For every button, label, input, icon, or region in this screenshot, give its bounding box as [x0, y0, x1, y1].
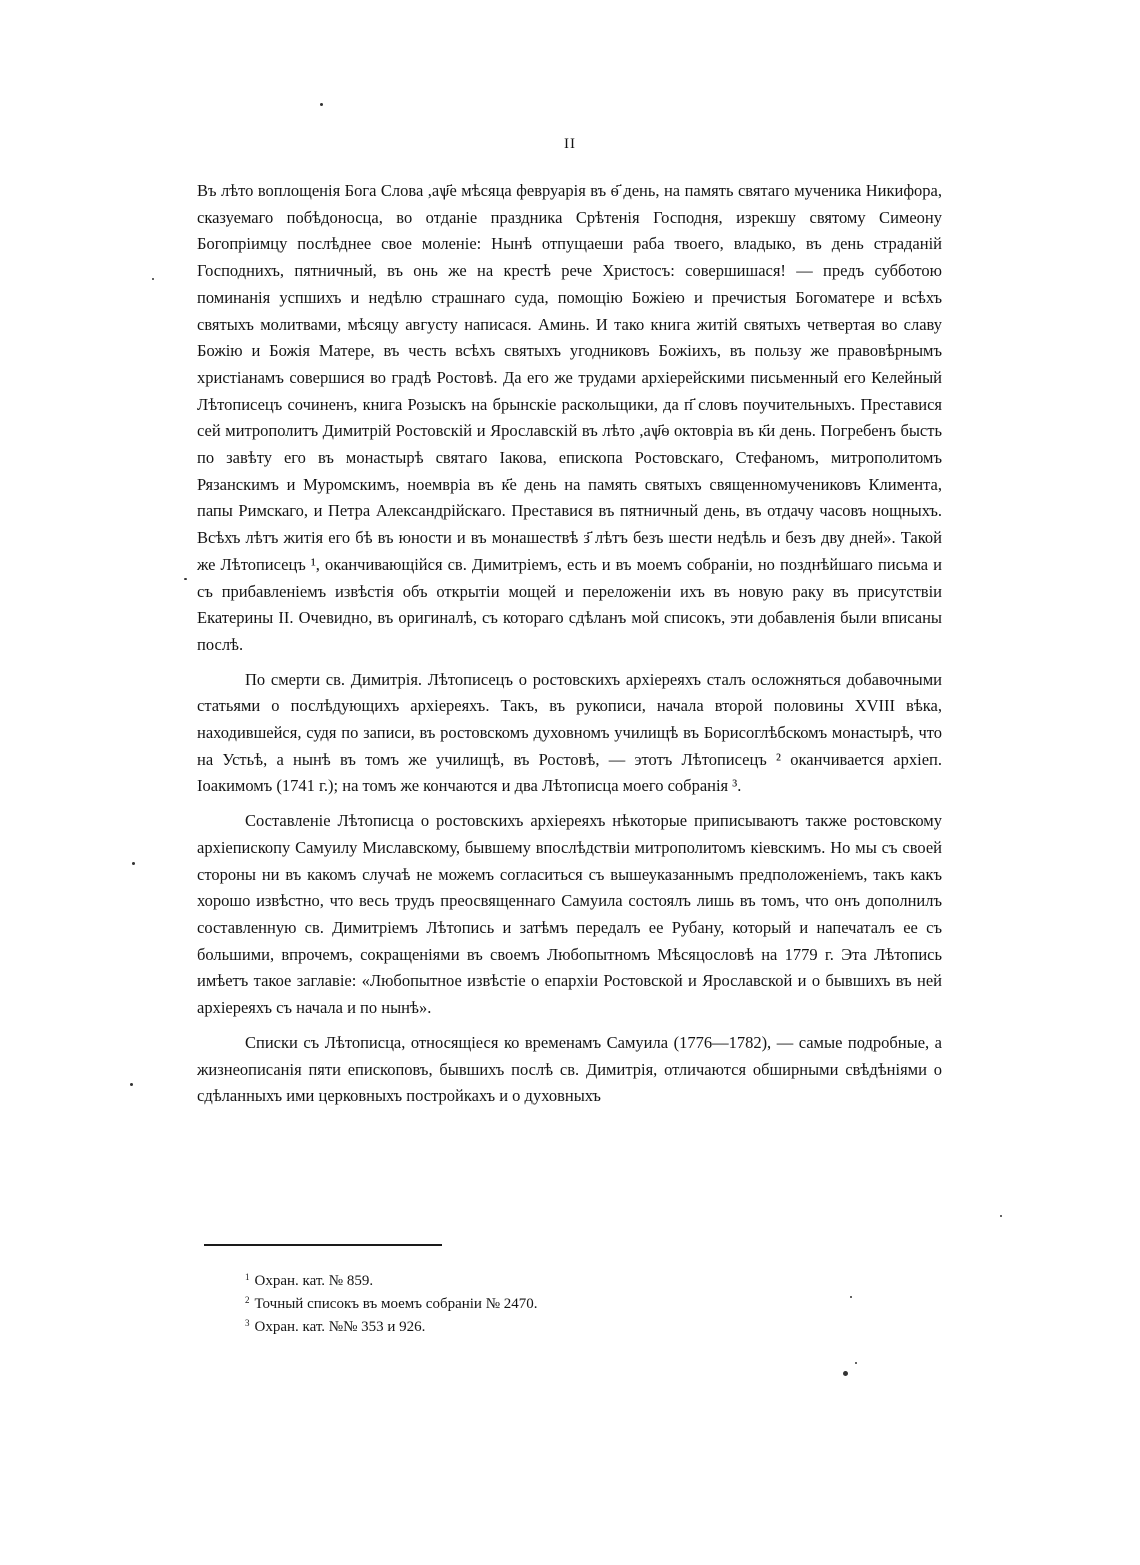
- footnote-3: [245, 1314, 745, 1337]
- footnote-divider: [204, 1244, 442, 1246]
- footnote-2: [245, 1291, 745, 1314]
- footnote-text: Охран. кат. №№ 353 и 926.: [254, 1319, 426, 1335]
- scan-speck: [320, 103, 323, 106]
- paragraph-2: По смерти св. Димитрія. Лѣтописецъ о ростовскихъ архіереяхъ сталъ осложняться добавочными статьями о послѣдующихъ архіереяхъ. Такъ, въ рукописи, начала второй половины XVIII вѣка, находившейся, судя по записи, въ ростовскомъ духовномъ училищѣ въ Борисоглѣбскомъ монастырѣ, что на Устьѣ, а нынѣ въ томъ же училищѣ, въ Ростовѣ, — этотъ Лѣтописецъ ² оканчивается архіеп. Іоакимомъ (1741 г.); на томъ же кончаются и два Лѣтописца моего собранія ³.: [197, 669, 942, 796]
- footnote-text: Точный списокъ въ моемъ собраніи № 2470.: [254, 1296, 538, 1312]
- scan-speck: [843, 1371, 848, 1376]
- scan-speck: [855, 1362, 857, 1364]
- paragraph-4: Списки съ Лѣтописца, относящіеся ко временамъ Самуила (1776—1782), — самые подробные, а жизнеописанія пяти епископовъ, бывшихъ послѣ св. Димитрія, отличаются обширными свѣдѣніями о сдѣланныхъ ими церковныхъ постройкахъ и о духовныхъ: [197, 1032, 942, 1106]
- scan-speck: [152, 278, 154, 280]
- scan-speck: [850, 1296, 852, 1298]
- footnotes: [245, 1268, 745, 1337]
- footnote-mark: 3: [245, 1318, 250, 1328]
- paragraph-3: Составленіе Лѣтописца о ростовскихъ архіереяхъ нѣкоторые приписываютъ также ростовскому архіепископу Самуилу Миславскому, бывшему впослѣдствіи митрополитомъ кіевскимъ. Но мы съ своей стороны ни въ какомъ случаѣ не можемъ согласиться съ вышеуказаннымъ предположеніемъ, такъ какъ хорошо извѣстно, что весь трудъ преосвященнаго Самуила состоялъ лишь въ томъ, что онъ дополнилъ составленную св. Димитріемъ Лѣтопись и затѣмъ передалъ ее Рубану, который и напечаталъ ее съ большими, впрочемъ, сокращеніями въ своемъ Любопытномъ Мѣсяцословѣ на 1779 г. Эта Лѣтопись имѣетъ такое заглавіе: «Любопытное извѣстіе о епархіи Ростовской и Ярославской и о бывшихъ въ ней архіереяхъ съ начала и по нынѣ».: [197, 811, 942, 1018]
- paragraph-1: Въ лѣто воплощенія Бога Слова ,аѱ҃е мѣсяца февруарія въ ѳ҃ день, на память святаго мученика Никифора, сказуемаго побѣдоносца, во отданіе праздника Срѣтенія Господня, изрекшу святому Симеону Богопріимцу послѣднее свое моленіе: Нынѣ отпущаеши раба твоего, владыко, въ день страданій Господнихъ, пятничный, въ онь же на крестѣ рече Христосъ: совершишася! — предъ субботою поминанія успшихъ и недѣлю страшнаго суда, помощію Божіею и пречистыя Богоматере и всѣхъ святыхъ молитвами, мѣсяцу августу написася. Аминь. И тако книга житій святыхъ четвертая во славу Божію и Божія Матере, въ честь всѣхъ святыхъ угодниковъ Божіихъ, въ пользу же правовѣрнымъ христіанамъ совершися во градѣ Ростовѣ. Да его же трудами архіерейскими письменный его Келейный Лѣтописецъ сочиненъ, книга Розыскъ на брынскіе раскольщики, да п҃ словъ поучительныхъ. Преставися сей митрополитъ Димитрій Ростовскій и Ярославскій въ лѣто ,аѱ҃ѳ октовріа въ к҃и день. Погребенъ бысть по завѣту его въ монастырѣ святаго Іакова, епископа Ростовскаго, Стефаномъ, митрополитомъ Рязанскимъ и Муромскимъ, ноемвріа въ к҃е день на память святыхъ священномучениковъ Климента, папы Римскаго, и Петра Александрійскаго. Преставися въ пятничный день, въ отдачу часовъ нощныхъ. Всѣхъ лѣтъ житія его бѣ въ юности и въ монашествѣ з҃ лѣтъ безъ шести недѣль и безъ дву дней». Такой же Лѣтописецъ ¹, оканчивающійся св. Димитріемъ, есть и въ моемъ собраніи, но позднѣйшаго письма и съ прибавленіемъ извѣстія объ открытіи мощей и переложеніи ихъ въ новую раку въ присутствіи Екатерины II. Очевидно, въ оригиналѣ, съ котораго сдѣланъ мой списокъ, эти добавленія были вписаны послѣ.: [197, 181, 942, 654]
- scan-speck: [1000, 1215, 1002, 1217]
- scan-speck: [132, 862, 135, 865]
- footnote-1: [245, 1268, 745, 1291]
- footnote-mark: 1: [245, 1272, 250, 1282]
- main-text: [197, 178, 942, 1110]
- page-number: II: [564, 136, 576, 152]
- scan-speck: [130, 1083, 133, 1086]
- footnote-mark: 2: [245, 1295, 250, 1305]
- scan-speck: [184, 578, 187, 580]
- footnote-text: Охран. кат. № 859.: [254, 1273, 374, 1289]
